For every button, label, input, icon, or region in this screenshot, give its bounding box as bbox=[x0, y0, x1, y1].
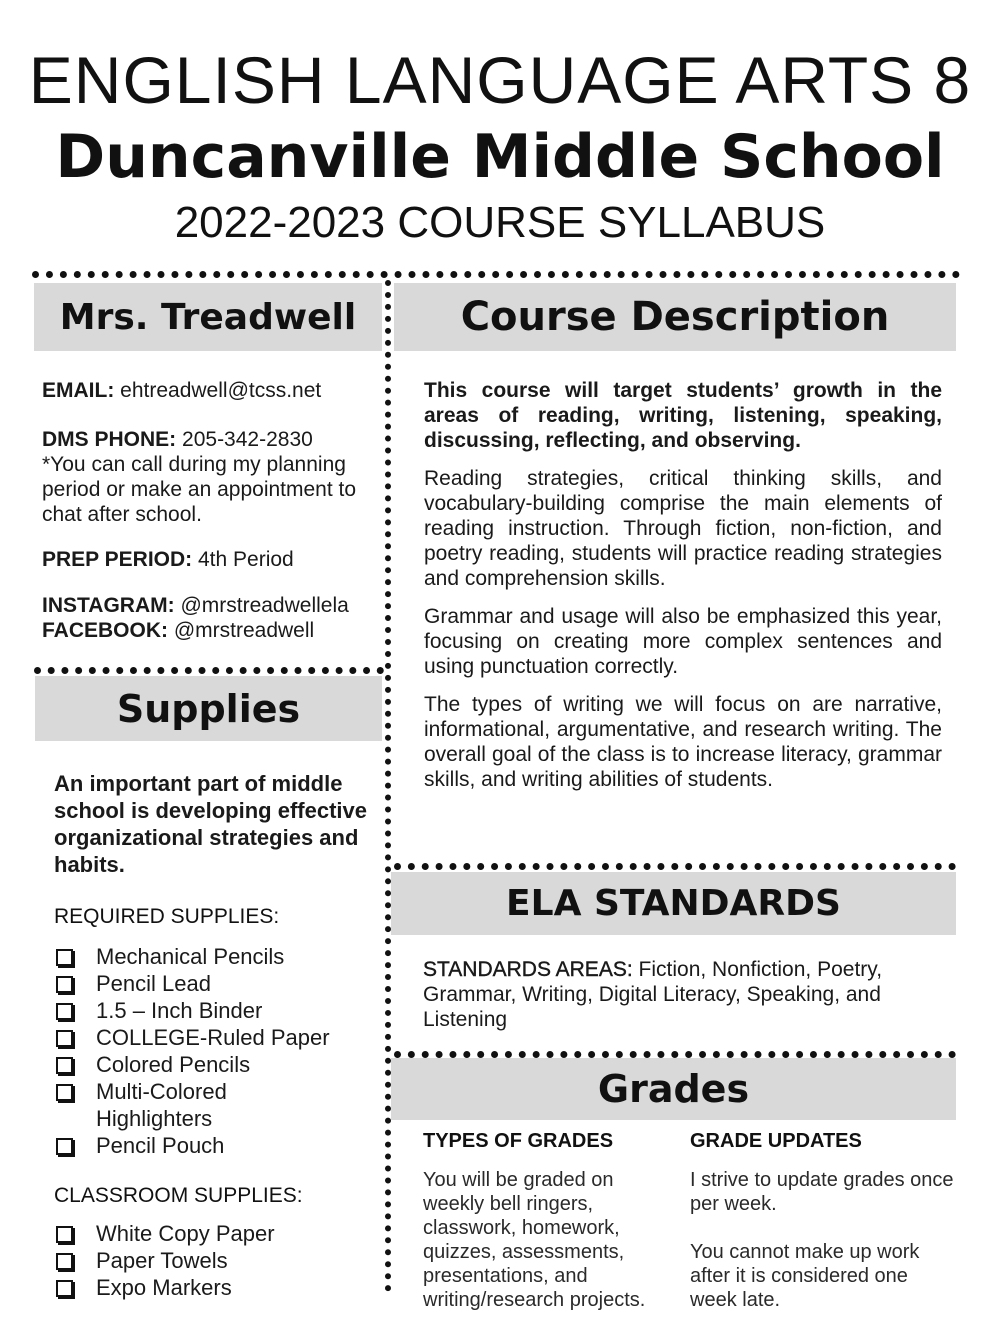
grades-heading-band bbox=[391, 1058, 956, 1120]
phone-value: 205-342-2830 bbox=[182, 428, 313, 451]
grade-updates-text-1: I strive to update grades once per week. bbox=[690, 1169, 954, 1215]
checkbox-icon bbox=[56, 976, 73, 993]
phone-label: DMS PHONE: bbox=[42, 428, 177, 451]
teacher-heading-band bbox=[34, 283, 382, 351]
standards-label: STANDARDS AREAS: bbox=[423, 958, 633, 981]
grade-updates-heading: GRADE UPDATES bbox=[690, 1130, 862, 1152]
checkbox-icon bbox=[56, 1253, 73, 1270]
list-item: 1.5 – Inch Binder bbox=[54, 997, 374, 1024]
prep-value: 4th Period bbox=[198, 548, 294, 571]
teacher-info bbox=[42, 378, 377, 643]
supplies-heading-band bbox=[35, 676, 382, 741]
checkbox-icon bbox=[56, 1084, 73, 1101]
course-intro: This course will target students’ growth in the areas of reading, writing, listening, speaking, discussing, reflecting, and observing. bbox=[424, 379, 942, 452]
supplies-intro: An important part of middle school is developing effective organizational strategies and habits. bbox=[54, 771, 367, 877]
list-item: Colored Pencils bbox=[54, 1051, 374, 1078]
checkbox-icon bbox=[56, 949, 73, 966]
standards-text bbox=[423, 957, 943, 1032]
instagram-value[interactable]: @mrstreadwellela bbox=[180, 594, 349, 617]
phone-note: *You can call during my planning period or make an appointment to chat after school. bbox=[42, 453, 357, 526]
standards-areas: Fiction, Nonfiction, Poetry, Grammar, Writing, Digital Literacy, Speaking, and Listening bbox=[423, 958, 883, 1031]
prep-line bbox=[42, 547, 377, 572]
column-divider bbox=[385, 280, 391, 1292]
supplies-content bbox=[54, 770, 374, 1301]
checkbox-icon bbox=[56, 1030, 73, 1047]
grade-types bbox=[423, 1130, 678, 1312]
checkbox-icon bbox=[56, 1057, 73, 1074]
grades-heading: Grades bbox=[597, 1067, 750, 1111]
checkbox-icon bbox=[56, 1003, 73, 1020]
grade-types-text: You will be graded on weekly bell ringers, classwork, homework, quizzes, assessments, presentations, and writing/research projects. bbox=[423, 1169, 646, 1311]
standards-divider bbox=[394, 863, 956, 870]
page-subtitle: 2022-2023 COURSE SYLLABUS bbox=[174, 198, 826, 247]
list-item: Expo Markers bbox=[54, 1274, 374, 1301]
grade-updates bbox=[690, 1130, 958, 1312]
top-divider bbox=[32, 271, 960, 278]
grade-types-heading: TYPES OF GRADES bbox=[423, 1130, 614, 1152]
required-supplies-heading: REQUIRED SUPPLIES: bbox=[54, 905, 280, 928]
course-paragraph-grammar: Grammar and usage will also be emphasized this year, focusing on creating more complex sentences and using punctuation correctly. bbox=[424, 605, 942, 678]
list-item: Pencil Pouch bbox=[54, 1132, 374, 1159]
email-label: EMAIL: bbox=[42, 379, 115, 402]
course-paragraph-writing: The types of writing we will focus on are narrative, informational, argumentative, and research writing. The overall goal of the class is to increase literacy, grammar skills, and writing abilities of students. bbox=[424, 693, 942, 791]
facebook-line bbox=[42, 618, 377, 643]
list-item: COLLEGE-Ruled Paper bbox=[54, 1024, 374, 1051]
checkbox-icon bbox=[56, 1280, 73, 1297]
course-description bbox=[424, 378, 942, 792]
supplies-divider bbox=[34, 667, 384, 674]
list-item: Pencil Lead bbox=[54, 970, 374, 997]
checkbox-icon bbox=[56, 1138, 73, 1155]
phone-line bbox=[42, 427, 377, 452]
school-name: Duncanville Middle School bbox=[55, 122, 945, 192]
required-supplies-list bbox=[54, 943, 374, 1159]
facebook-value[interactable]: @mrstreadwell bbox=[173, 619, 315, 642]
list-item: Mechanical Pencils bbox=[54, 943, 374, 970]
course-paragraph-reading: Reading strategies, critical thinking skills, and vocabulary-building comprise the main elements of reading instruction. Through fiction, non-fiction, and poetry reading, students will practice reading strategies and comprehension skills. bbox=[424, 467, 942, 590]
list-item: White Copy Paper bbox=[54, 1220, 374, 1247]
list-item: Multi-Colored Highlighters bbox=[54, 1078, 374, 1132]
standards-heading-band bbox=[391, 872, 956, 935]
instagram-line bbox=[42, 593, 377, 618]
page-title: ENGLISH LANGUAGE ARTS 8 bbox=[28, 43, 972, 117]
grades-divider bbox=[394, 1051, 956, 1058]
course-heading: Course Description bbox=[460, 294, 890, 340]
grade-updates-text-2: You cannot make up work after it is considered one week late. bbox=[690, 1241, 920, 1311]
list-item: Paper Towels bbox=[54, 1247, 374, 1274]
classroom-supplies-list bbox=[54, 1220, 374, 1301]
instagram-label: INSTAGRAM: bbox=[42, 594, 175, 617]
email-line bbox=[42, 378, 377, 403]
supplies-heading: Supplies bbox=[116, 686, 301, 731]
email-value[interactable]: ehtreadwell@tcss.net bbox=[120, 379, 322, 402]
standards-heading: ELA STANDARDS bbox=[506, 883, 841, 924]
facebook-label: FACEBOOK: bbox=[42, 619, 168, 642]
course-heading-band bbox=[394, 283, 956, 351]
teacher-heading: Mrs. Treadwell bbox=[59, 296, 357, 338]
checkbox-icon bbox=[56, 1226, 73, 1243]
classroom-supplies-heading: CLASSROOM SUPPLIES: bbox=[54, 1184, 303, 1207]
prep-label: PREP PERIOD: bbox=[42, 548, 193, 571]
